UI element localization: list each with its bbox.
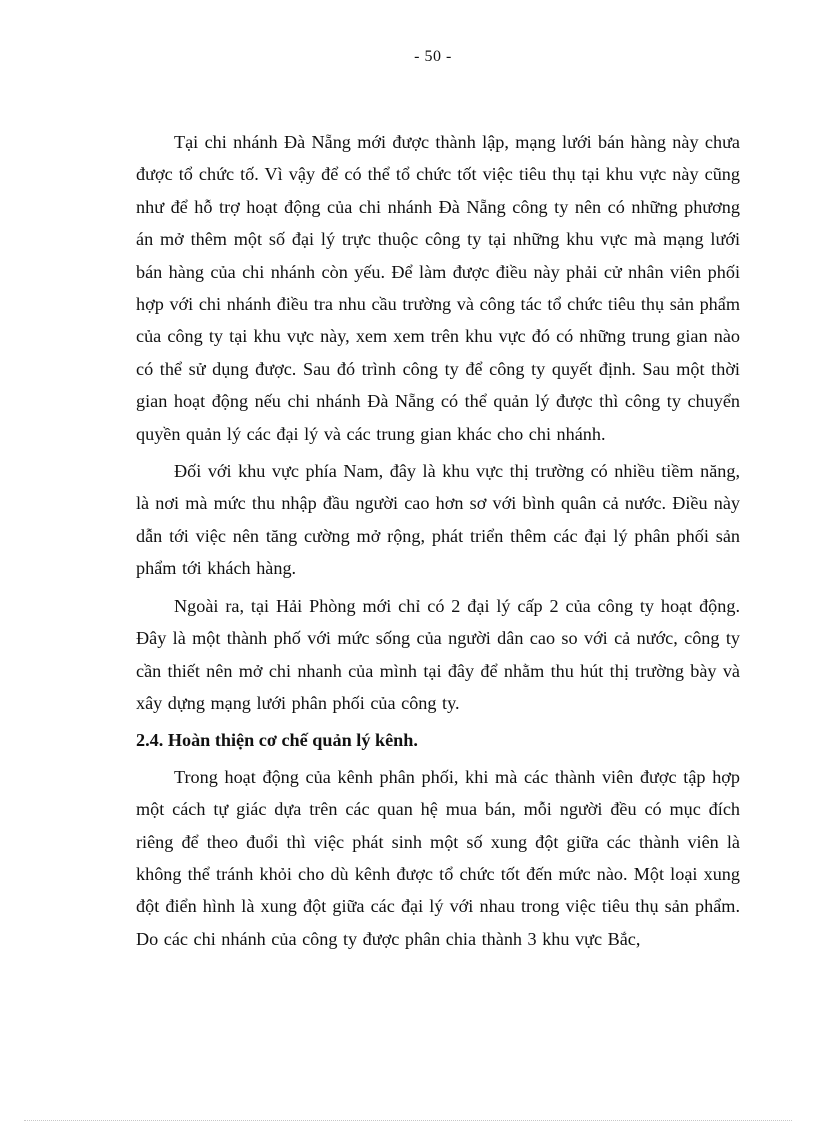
paragraph: Trong hoạt động của kênh phân phối, khi mà các thành viên được tập hợp một cách tự giác dựa trên các quan hệ mua bán, mỗi người đều có mục đích riêng để theo đuổi thì việc phát sinh một số xung đột giữa các thành viên là không thể tránh khỏi cho dù kênh được tổ chức tốt đến mức nào. Một loại xung đột điển hình là xung đột giữa các đại lý với nhau trong việc tiêu thụ sản phẩm. Do các chi nhánh của công ty được phân chia thành 3 khu vực Bắc,	[136, 766, 740, 949]
page-number: - 50 -	[414, 48, 452, 65]
paragraph: Tại chi nhánh Đà Nẵng mới được thành lập, mạng lưới bán hàng này chưa được tổ chức tố. Vì vậy để có thể tổ chức tốt việc tiêu thụ tại khu vực này cũng như để hỗ trợ hoạt động của chi nhánh Đà Nẵng công ty nên có những phương án mở thêm một số đại lý trực thuộc công ty tại những khu vực mà mạng lưới bán hàng của chi nhánh còn yếu. Để làm được điều này phải cử nhân viên phối hợp với chi nhánh điều tra nhu cầu trường và công tác tổ chức tiêu thụ sản phẩm của công ty tại khu vực này, xem xem trên khu vực đó có những trung gian nào có thể sử dụng được. Sau đó trình công ty để công ty quyết định. Sau một thời gian hoạt động nếu chi nhánh Đà Nẵng có thể quản lý được thì công ty chuyển quyền quản lý các đại lý và các trung gian khác cho chi nhánh.	[136, 132, 740, 444]
document-body	[136, 126, 740, 960]
paragraph: Ngoài ra, tại Hải Phòng mới chỉ có 2 đại lý cấp 2 của công ty hoạt động. Đây là một thành phố với mức sống của người dân cao so với cả nước, công ty cần thiết nên mở chi nhanh của mình tại đây để nhằm thu hút thị trường bày và xây dựng mạng lưới phân phối của công ty.	[136, 595, 740, 713]
page-bottom-divider	[24, 1120, 792, 1121]
section-heading: 2.4. Hoàn thiện cơ chế quản lý kênh.	[136, 730, 418, 751]
paragraph: Đối với khu vực phía Nam, đây là khu vực thị trường có nhiều tiềm năng, là nơi mà mức thu nhập đầu người cao hơn sơ với bình quân cả nước. Điều này dẫn tới việc nên tăng cường mở rộng, phát triển thêm các đại lý phân phối sản phẩm tới khách hàng.	[136, 461, 740, 579]
